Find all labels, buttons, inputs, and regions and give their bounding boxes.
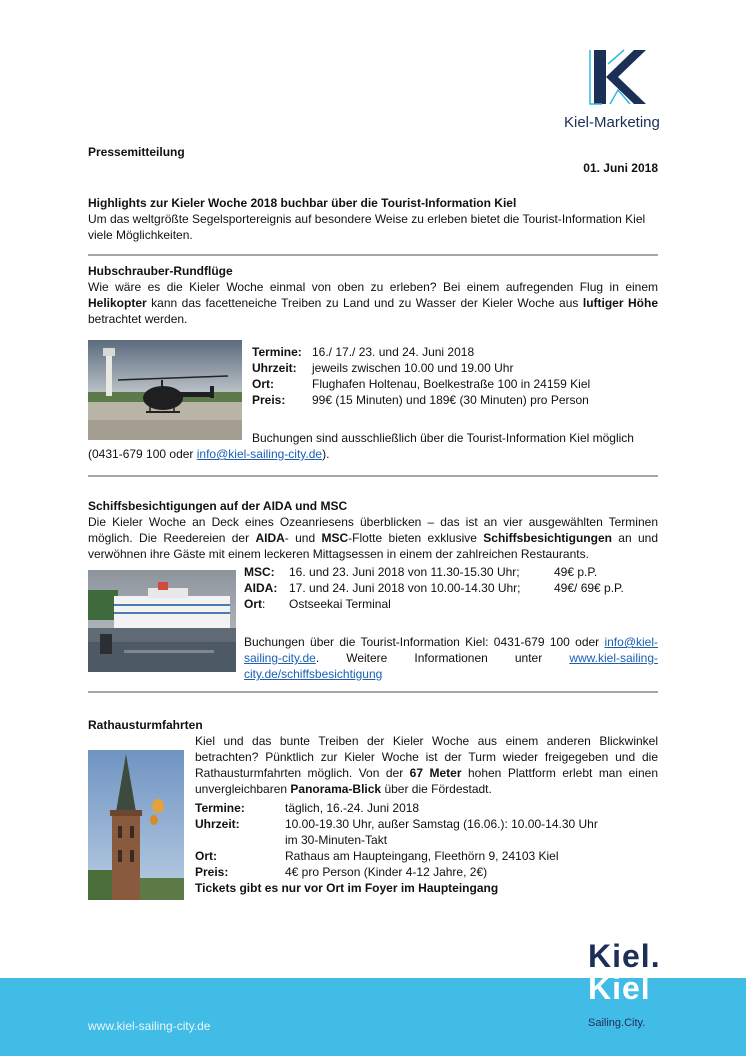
heli-bold-2: luftiger Höhe — [582, 296, 658, 310]
ships-row-ort — [244, 596, 658, 612]
intro-title: Highlights zur Kieler Woche 2018 buchbar über die Tourist-Information Kiel — [88, 196, 517, 210]
heli-text-2: kann das facetteneiche Treiben zu Land und zu Wasser der Kieler Woche aus — [146, 296, 583, 310]
tower-value: 4€ pro Person (Kinder 4-12 Jahre, 2€) — [285, 865, 488, 879]
ships-text-1: Die Kieler Woche an Deck eines Ozeanriesens überblicken – das ist an vier ausgewählten Terminen möglich. Die Reedereien der — [88, 515, 658, 545]
document-type: Pressemitteilung — [88, 145, 185, 159]
tower-value-line2: im 30-Minuten-Takt — [285, 833, 388, 847]
tower-bold-1: 67 Meter — [409, 766, 462, 780]
ships-text-4: an und verwöhnen ihre Gäste mit einem leckeren Mittagsessen in einem der zahlreichen Restaurants. — [88, 531, 659, 561]
tower-tickets-note: Tickets gibt es nur vor Ort im Foyer im Haupteingang — [195, 881, 499, 895]
intro-text: Um das weltgrößte Segelsportereignis auf besondere Weise zu erleben bietet die Tourist-Information Kiel viele Möglichkeiten. — [88, 212, 646, 242]
footer-url[interactable]: www.kiel-sailing-city.de — [88, 1019, 211, 1033]
heli-title: Hubschrauber-Rundflüge — [88, 264, 233, 278]
heli-description — [88, 279, 658, 327]
tower-text-3: über die Fördestadt. — [381, 782, 492, 796]
ships-booking-prefix: Buchungen über die Tourist-Information Kiel: 0431-679 100 oder — [244, 635, 605, 649]
logo-tagline: Sailing.City. — [588, 1017, 646, 1029]
ships-price — [554, 596, 658, 612]
tower-label: Preis: — [195, 865, 229, 879]
tower-value — [285, 816, 598, 848]
section-divider — [88, 254, 658, 256]
heli-booking-line1: Buchungen sind ausschließlich über die Tourist-Information Kiel möglich — [252, 431, 634, 445]
heli-email-link[interactable]: info@kiel-sailing-city.de — [196, 447, 323, 461]
ships-row-aida — [244, 580, 658, 596]
tower-details — [195, 800, 598, 880]
ships-email-link[interactable]: info@kiel-sailing-city.de — [244, 635, 658, 665]
ships-booking — [244, 634, 658, 682]
heli-value: Flughafen Holtenau, Boelkestraße 100 in 24159 Kiel — [312, 377, 591, 391]
ships-label: Ort — [244, 597, 262, 611]
heli-row-termine — [252, 344, 590, 360]
tower-row-preis — [195, 864, 598, 880]
tower-label: Termine: — [195, 801, 245, 815]
k-logo-icon — [588, 48, 648, 106]
tower-value: Rathaus am Haupteingang, Fleethörn 9, 24103 Kiel — [285, 849, 559, 863]
ships-label-ort — [244, 596, 289, 612]
ships-text-3: -Flotte bieten exklusive — [348, 531, 484, 545]
cruise-ship-photo — [88, 570, 236, 672]
heli-booking-line2 — [88, 446, 329, 462]
heli-row-uhrzeit — [252, 360, 590, 376]
ships-text-2: - und — [284, 531, 322, 545]
brand-name: Kiel-Marketing — [564, 114, 660, 131]
heli-label: Ort: — [252, 377, 274, 391]
ships-label: MSC: — [244, 565, 275, 579]
heli-booking-prefix: (0431-679 100 oder — [88, 447, 197, 461]
ships-bold-1: AIDA — [255, 531, 285, 545]
ships-label: AIDA: — [244, 581, 278, 595]
section-divider — [88, 475, 658, 477]
tower-row-termine — [195, 800, 598, 816]
heli-value: jeweils zwischen 10.00 und 19.00 Uhr — [312, 361, 514, 375]
heli-value: 99€ (15 Minuten) und 189€ (30 Minuten) pro Person — [312, 393, 589, 407]
ships-info-link[interactable]: www.kiel-sailing-city.de/schiffsbesichtigung — [244, 651, 658, 681]
ships-value: Ostseekai Terminal — [289, 597, 391, 611]
heli-label: Uhrzeit: — [252, 361, 297, 375]
helicopter-photo — [88, 340, 242, 440]
heli-row-ort — [252, 376, 590, 392]
tower-bold-2: Panorama-Blick — [290, 782, 382, 796]
tower-text-2: hohen Plattform erlebt man einen unvergleichbaren — [195, 766, 658, 796]
ships-value: 16. und 23. Juni 2018 von 11.30-15.30 Uhr; — [289, 565, 520, 579]
tower-label: Ort: — [195, 849, 217, 863]
helicopter-image-icon — [88, 340, 242, 440]
heli-booking-suffix: ). — [322, 447, 330, 461]
tower-label: Uhrzeit: — [195, 817, 240, 831]
heli-bold-1: Helikopter — [88, 296, 147, 310]
tower-row-ort — [195, 848, 598, 864]
tower-value: täglich, 16.-24. Juni 2018 — [285, 801, 420, 815]
heli-label: Termine: — [252, 345, 302, 359]
section-divider — [88, 691, 658, 693]
ships-booking-mid: . Weitere Informationen unter — [315, 651, 570, 665]
heli-details — [252, 344, 590, 408]
tower-value-line1: 10.00-19.30 Uhr, außer Samstag (16.06.): 10.00-14.30 Uhr — [285, 817, 598, 831]
tower-text-1: Kiel und das bunte Treiben der Kieler Woche aus einem anderen Blickwinkel betrachten? Pünktlich zur Kieler Woche ist der Turm wieder freigegeben und die Rathausturmfahrten möglich. Von der — [195, 734, 658, 780]
ship-image-icon — [88, 570, 236, 672]
tower-photo-spacer — [88, 749, 195, 813]
press-date: 01. Juni 2018 — [583, 161, 658, 175]
heli-text-3: betrachtet werden. — [88, 312, 188, 326]
logo-kiel-dark: Kiel. — [588, 938, 661, 974]
kiel-marketing-logo — [588, 48, 648, 106]
ships-bold-3: Schiffsbesichtigungen — [483, 531, 612, 545]
heli-text-1: Wie wäre es die Kieler Woche einmal von oben zu erleben? Bei einem aufregenden Flug in einem — [88, 280, 658, 294]
ships-label-colon: : — [262, 597, 266, 611]
ships-bold-2: MSC — [321, 531, 349, 545]
heli-value: 16./ 17./ 23. und 24. Juni 2018 — [312, 345, 475, 359]
ships-row-msc — [244, 564, 658, 580]
ships-value: 17. und 24. Juni 2018 von 10.00-14.30 Uhr; — [289, 581, 521, 595]
heli-row-preis — [252, 392, 590, 408]
ships-description — [88, 514, 658, 562]
heli-label: Preis: — [252, 393, 286, 407]
ships-details — [244, 564, 658, 612]
kiel-sailing-city-logo — [588, 940, 674, 1030]
tower-row-uhrzeit — [195, 816, 598, 848]
ships-title: Schiffsbesichtigungen auf der AIDA und MSC — [88, 499, 348, 513]
logo-kiel-white: Kiel — [588, 970, 651, 1006]
ships-price: 49€/ 69€ p.P. — [554, 581, 624, 595]
tower-title: Rathausturmfahrten — [88, 718, 203, 732]
ships-price: 49€ p.P. — [554, 565, 598, 579]
